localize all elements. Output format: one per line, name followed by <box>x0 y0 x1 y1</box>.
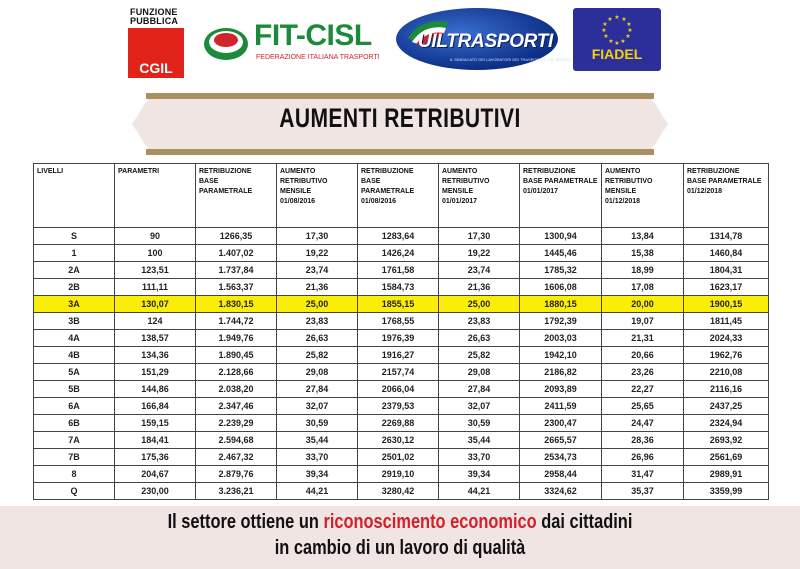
table-cell: 3.236,21 <box>196 483 277 500</box>
table-cell: 17,30 <box>439 228 520 245</box>
table-cell: 1.949,76 <box>196 330 277 347</box>
table-cell: 39,34 <box>439 466 520 483</box>
table-row <box>34 245 769 262</box>
table-cell: 1283,64 <box>358 228 439 245</box>
fit-cisl-subtitle: FEDERAZIONE ITALIANA TRASPORTI <box>256 54 380 61</box>
ribbon-top-line <box>146 93 654 99</box>
table-cell: 2A <box>34 262 115 279</box>
table-cell: 35,37 <box>602 483 684 500</box>
table-cell: 3A <box>34 296 115 313</box>
table-cell: 29,08 <box>439 364 520 381</box>
table-cell: 7A <box>34 432 115 449</box>
table-cell: 33,70 <box>277 449 358 466</box>
table-cell: 2.879,76 <box>196 466 277 483</box>
table-cell: 1768,55 <box>358 313 439 330</box>
table-cell: 151,29 <box>115 364 196 381</box>
footer-banner <box>0 506 800 569</box>
table-row <box>34 483 769 500</box>
table-cell: 35,44 <box>439 432 520 449</box>
cgil-name: CGIL <box>139 60 173 76</box>
table-row <box>34 364 769 381</box>
footer-text-after: dai cittadini <box>536 511 633 533</box>
table-row <box>34 262 769 279</box>
table-row <box>34 415 769 432</box>
table-cell: 2.128,66 <box>196 364 277 381</box>
table-cell: 175,36 <box>115 449 196 466</box>
table-cell: 159,15 <box>115 415 196 432</box>
table-cell: 44,21 <box>439 483 520 500</box>
table-cell: 15,38 <box>602 245 684 262</box>
table-cell: 204,67 <box>115 466 196 483</box>
uiltrasporti-subtitle: IL SINDACATO DEI LAVORATORI DEI TRASPORTI E DEI SERVIZI <box>450 57 572 62</box>
ribbon-bottom-line <box>146 149 654 155</box>
table-cell: 13,84 <box>602 228 684 245</box>
table-cell: 2269,88 <box>358 415 439 432</box>
svg-text:★: ★ <box>620 38 626 45</box>
table-cell: 2958,44 <box>520 466 602 483</box>
table-cell: 124 <box>115 313 196 330</box>
svg-text:★: ★ <box>607 16 613 23</box>
table-cell: 2411,59 <box>520 398 602 415</box>
table-cell: 2379,53 <box>358 398 439 415</box>
svg-text:★: ★ <box>621 16 627 23</box>
table-row <box>34 313 769 330</box>
table-cell: 4A <box>34 330 115 347</box>
column-header-label: AUMENTO RETRIBUTIVO MENSILE <box>605 168 653 195</box>
table-cell: 3280,42 <box>358 483 439 500</box>
table-cell: 23,83 <box>277 313 358 330</box>
table-cell: 1314,78 <box>684 228 769 245</box>
table-cell: Q <box>34 483 115 500</box>
svg-text:★: ★ <box>603 33 609 40</box>
column-header-label: RETRIBUZIONE BASE PARAMETRALE <box>361 168 415 195</box>
table-row <box>34 398 769 415</box>
table-cell: 2210,08 <box>684 364 769 381</box>
table-cell: 1942,10 <box>520 347 602 364</box>
table-cell: 123,51 <box>115 262 196 279</box>
column-header-label: AUMENTO RETRIBUTIVO MENSILE <box>442 168 490 195</box>
table-cell: 35,44 <box>277 432 358 449</box>
table-cell: 17,30 <box>277 228 358 245</box>
svg-text:★: ★ <box>614 14 620 21</box>
table-cell: 7B <box>34 449 115 466</box>
table-cell: 22,27 <box>602 381 684 398</box>
table-cell: 2501,02 <box>358 449 439 466</box>
table-cell: 1916,27 <box>358 347 439 364</box>
table-cell: 2534,73 <box>520 449 602 466</box>
table-cell: 1.407,02 <box>196 245 277 262</box>
svg-text:★: ★ <box>601 27 607 34</box>
table-row <box>34 381 769 398</box>
table-cell: 2116,16 <box>684 381 769 398</box>
table-cell: 1804,31 <box>684 262 769 279</box>
table-cell: 25,00 <box>277 296 358 313</box>
fit-cisl-name: FIT-CISL <box>254 19 372 52</box>
column-header <box>358 164 439 228</box>
table-cell: S <box>34 228 115 245</box>
fit-cisl-emblem-icon <box>202 18 254 64</box>
table-cell: 20,66 <box>602 347 684 364</box>
column-header-label: RETRIBUZIONE BASE PARAMETRALE <box>687 168 762 185</box>
table-cell: 90 <box>115 228 196 245</box>
column-header-label: LIVELLI <box>37 168 64 175</box>
table-cell: 1.830,15 <box>196 296 277 313</box>
column-header <box>277 164 358 228</box>
title-ribbon <box>132 93 668 155</box>
table-cell: 1623,17 <box>684 279 769 296</box>
logos-header <box>0 0 800 82</box>
table-cell: 2.467,32 <box>196 449 277 466</box>
table-cell: 18,99 <box>602 262 684 279</box>
table-cell: 26,63 <box>439 330 520 347</box>
table-cell: 2630,12 <box>358 432 439 449</box>
table-row <box>34 432 769 449</box>
table-cell: 111,11 <box>115 279 196 296</box>
table-cell: 20,00 <box>602 296 684 313</box>
table-cell: 8 <box>34 466 115 483</box>
table-row <box>34 228 769 245</box>
table-cell: 5A <box>34 364 115 381</box>
table-cell: 1460,84 <box>684 245 769 262</box>
table-cell: 3359,99 <box>684 483 769 500</box>
column-header <box>520 164 602 228</box>
table-cell: 6A <box>34 398 115 415</box>
table-cell: 27,84 <box>439 381 520 398</box>
table-cell: 134,36 <box>115 347 196 364</box>
column-header <box>439 164 520 228</box>
table-cell: 1.737,84 <box>196 262 277 279</box>
table-cell: 1426,24 <box>358 245 439 262</box>
table-cell: 3324,62 <box>520 483 602 500</box>
table-cell: 1606,08 <box>520 279 602 296</box>
uiltrasporti-name: UILTRASPORTI <box>418 31 554 52</box>
column-header-date: 01/08/2016 <box>280 198 316 205</box>
table-cell: 130,07 <box>115 296 196 313</box>
column-header <box>34 164 115 228</box>
cgil-top-text: FUNZIONE PUBBLICA <box>130 7 179 26</box>
table-row <box>34 330 769 347</box>
table-cell: 19,22 <box>277 245 358 262</box>
column-header-date: 01/01/2017 <box>523 188 559 195</box>
fiadel-logo <box>573 8 661 71</box>
table-cell: 1 <box>34 245 115 262</box>
uiltrasporti-logo <box>396 8 572 74</box>
footer-highlight-text: riconoscimento economico <box>323 511 537 533</box>
fit-cisl-logo <box>202 18 392 66</box>
table-cell: 2665,57 <box>520 432 602 449</box>
table-cell: 4B <box>34 347 115 364</box>
table-cell: 184,41 <box>115 432 196 449</box>
table-header <box>34 164 769 228</box>
footer-line-1 <box>72 510 728 534</box>
table-row-highlighted <box>34 296 769 313</box>
table-cell: 27,84 <box>277 381 358 398</box>
table-cell: 26,96 <box>602 449 684 466</box>
table-cell: 21,36 <box>277 279 358 296</box>
column-header-label: PARAMETRI <box>118 168 160 175</box>
table-cell: 2.239,29 <box>196 415 277 432</box>
table-cell: 144,86 <box>115 381 196 398</box>
table-cell: 2919,10 <box>358 466 439 483</box>
column-header-label: RETRIBUZIONE BASE PARAMETRALE <box>199 168 253 195</box>
column-header-date: 01/01/2017 <box>442 198 478 205</box>
table-row <box>34 449 769 466</box>
table-cell: 1266,35 <box>196 228 277 245</box>
table-cell: 1785,32 <box>520 262 602 279</box>
table-row <box>34 347 769 364</box>
footer-text-before: Il settore ottiene un <box>167 511 324 533</box>
fiadel-name: FIADEL <box>591 46 643 62</box>
table-cell: 19,07 <box>602 313 684 330</box>
table-cell: 32,07 <box>277 398 358 415</box>
table-cell: 33,70 <box>439 449 520 466</box>
table-cell: 23,83 <box>439 313 520 330</box>
column-header-label: AUMENTO RETRIBUTIVO MENSILE <box>280 168 328 195</box>
table-cell: 3B <box>34 313 115 330</box>
table-cell: 31,47 <box>602 466 684 483</box>
table-cell: 23,74 <box>439 262 520 279</box>
table-cell: 1584,73 <box>358 279 439 296</box>
svg-text:★: ★ <box>602 21 608 28</box>
table-cell: 25,65 <box>602 398 684 415</box>
table-cell: 1445,46 <box>520 245 602 262</box>
column-header <box>115 164 196 228</box>
table-cell: 1962,76 <box>684 347 769 364</box>
table-cell: 1.563,37 <box>196 279 277 296</box>
table-cell: 1.744,72 <box>196 313 277 330</box>
table-cell: 44,21 <box>277 483 358 500</box>
table-cell: 30,59 <box>277 415 358 432</box>
table-cell: 1300,94 <box>520 228 602 245</box>
footer-line-2: in cambio di un lavoro di qualità <box>274 537 526 559</box>
table-cell: 21,31 <box>602 330 684 347</box>
table-cell: 1976,39 <box>358 330 439 347</box>
table-cell: 2.038,20 <box>196 381 277 398</box>
page-title: AUMENTI RETRIBUTIVI <box>279 103 521 133</box>
table-cell: 2157,74 <box>358 364 439 381</box>
header-row <box>34 164 769 228</box>
table-cell: 2.594,68 <box>196 432 277 449</box>
table-cell: 1792,39 <box>520 313 602 330</box>
column-header <box>684 164 769 228</box>
table-cell: 21,36 <box>439 279 520 296</box>
column-header-label: RETRIBUZIONE BASE PARAMETRALE <box>523 168 598 185</box>
table-cell: 32,07 <box>439 398 520 415</box>
svg-text:★: ★ <box>608 38 614 45</box>
svg-text:★: ★ <box>625 33 631 40</box>
table-cell: 2300,47 <box>520 415 602 432</box>
table-cell: 2024,33 <box>684 330 769 347</box>
table-cell: 1855,15 <box>358 296 439 313</box>
table-cell: 2693,92 <box>684 432 769 449</box>
eu-stars-icon <box>591 12 643 46</box>
table-cell: 39,34 <box>277 466 358 483</box>
cgil-red-box <box>128 28 184 78</box>
column-header-date: 01/12/2018 <box>687 188 723 195</box>
table-cell: 26,63 <box>277 330 358 347</box>
table-cell: 2B <box>34 279 115 296</box>
table-cell: 29,08 <box>277 364 358 381</box>
table-cell: 25,82 <box>277 347 358 364</box>
column-header-date: 01/12/2018 <box>605 198 641 205</box>
svg-text:★: ★ <box>626 21 632 28</box>
salary-table <box>33 163 769 500</box>
column-header <box>602 164 684 228</box>
table-cell: 138,57 <box>115 330 196 347</box>
table-cell: 1900,15 <box>684 296 769 313</box>
table-cell: 2186,82 <box>520 364 602 381</box>
table-row <box>34 466 769 483</box>
table-cell: 2437,25 <box>684 398 769 415</box>
table-body <box>34 228 769 500</box>
table-cell: 1761,58 <box>358 262 439 279</box>
table-cell: 28,36 <box>602 432 684 449</box>
table-cell: 100 <box>115 245 196 262</box>
table-cell: 17,08 <box>602 279 684 296</box>
table-cell: 25,00 <box>439 296 520 313</box>
table-cell: 2093,89 <box>520 381 602 398</box>
table-row <box>34 279 769 296</box>
table-cell: 1.890,45 <box>196 347 277 364</box>
table-cell: 2066,04 <box>358 381 439 398</box>
table-cell: 30,59 <box>439 415 520 432</box>
table-cell: 19,22 <box>439 245 520 262</box>
table-cell: 166,84 <box>115 398 196 415</box>
column-header <box>196 164 277 228</box>
table-cell: 2003,03 <box>520 330 602 347</box>
table-cell: 25,82 <box>439 347 520 364</box>
table-cell: 24,47 <box>602 415 684 432</box>
table-cell: 2.347,46 <box>196 398 277 415</box>
cgil-logo <box>128 8 186 78</box>
table-cell: 2561,69 <box>684 449 769 466</box>
table-cell: 230,00 <box>115 483 196 500</box>
table-cell: 23,26 <box>602 364 684 381</box>
svg-text:★: ★ <box>627 27 633 34</box>
column-header-date: 01/08/2016 <box>361 198 397 205</box>
table-cell: 1880,15 <box>520 296 602 313</box>
table-cell: 6B <box>34 415 115 432</box>
table-cell: 2324,94 <box>684 415 769 432</box>
svg-text:★: ★ <box>614 40 620 46</box>
table-cell: 23,74 <box>277 262 358 279</box>
table-cell: 2989,91 <box>684 466 769 483</box>
table-cell: 5B <box>34 381 115 398</box>
table-cell: 1811,45 <box>684 313 769 330</box>
